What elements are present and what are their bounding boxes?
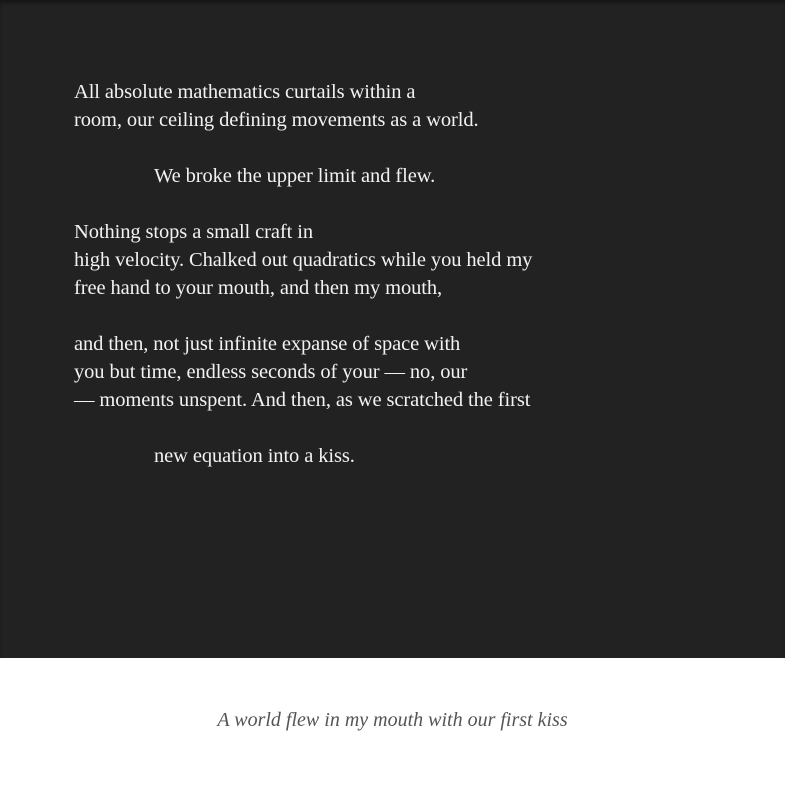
poem-line: and then, not just infinite expanse of space with (74, 333, 461, 355)
poem-line: — moments unspent. And then, as we scratched the first (74, 389, 531, 411)
poem-line: you but time, endless seconds of your — no, our (74, 361, 468, 383)
stanza-break (74, 414, 532, 442)
poem-line: new equation into a kiss. (154, 445, 355, 467)
poem-line: room, our ceiling defining movements as a world. (74, 109, 479, 131)
stanza-break (74, 190, 532, 218)
caption: A world flew in my mouth with our first kiss (217, 709, 568, 731)
poem-line: We broke the upper limit and flew. (154, 165, 436, 187)
poem-line: All absolute mathematics curtails within a (74, 81, 416, 103)
poem-line: Nothing stops a small craft in (74, 221, 313, 243)
poem-line: free hand to your mouth, and then my mouth, (74, 277, 443, 299)
poem-line: high velocity. Chalked out quadratics while you held my (74, 249, 533, 271)
stanza-break (74, 302, 532, 330)
stanza-break (74, 134, 532, 162)
poem-text (74, 78, 532, 470)
